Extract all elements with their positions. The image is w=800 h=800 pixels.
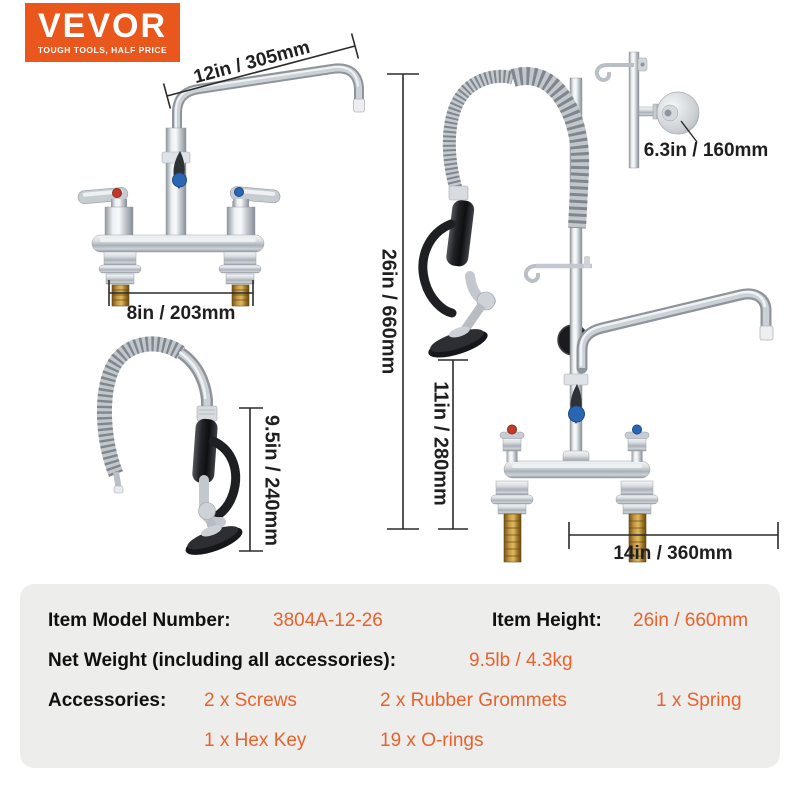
hot-handle-red-dot	[113, 189, 122, 198]
model-number-label: Item Model Number:	[48, 610, 231, 631]
item-height-value: 26in / 660mm	[633, 610, 749, 631]
sprayer-trigger	[423, 224, 452, 313]
net-weight-label: Net Weight (including all accessories):	[48, 650, 397, 671]
dimension-label-deck-left: 8in / 203mm	[126, 303, 236, 324]
small-sprayer-illustration	[104, 344, 245, 561]
main-valve-hot	[500, 425, 524, 462]
model-number-value: 3804A-12-26	[273, 610, 383, 631]
left-faucet-illustration	[77, 67, 364, 306]
left-faucet-lever-blue-dot	[173, 173, 187, 187]
aerator-tip	[760, 326, 773, 340]
accessory-item: 1 x Spring	[656, 690, 742, 711]
cold-handle-blue-dot	[235, 188, 244, 197]
spec-row-weight	[20, 649, 780, 673]
aerator-tip	[354, 99, 365, 112]
spec-row-model-height	[20, 609, 780, 633]
net-weight-value: 9.5lb / 4.3kg	[469, 650, 573, 671]
dimension-label-wall-bracket: 6.3in / 160mm	[643, 140, 769, 161]
brand-name: VEVOR	[37, 7, 168, 45]
main-lever-blue-dot	[569, 406, 585, 422]
spec-row-accessories-2	[20, 729, 780, 753]
bracket-hook	[597, 65, 634, 80]
dimension-label-small-sprayer-height: 9.5in / 240mm	[260, 414, 283, 547]
spec-panel	[20, 584, 780, 768]
item-height-label: Item Height:	[492, 610, 602, 631]
sprayer-grip	[192, 418, 218, 483]
accessory-item: 19 x O-rings	[380, 730, 484, 751]
accessory-item: 2 x Rubber Grommets	[380, 690, 567, 711]
spring-hose-coil	[104, 344, 181, 474]
dimension-label-overall-height: 26in / 660mm	[377, 248, 400, 375]
main-sprayer-illustration	[423, 186, 495, 363]
brand-tagline: TOUGH TOOLS, HALF PRICE	[37, 45, 168, 55]
accessories-label: Accessories:	[48, 690, 167, 711]
sprayer-head	[424, 320, 491, 363]
dimension-label-spout-left: 12in / 305mm	[191, 36, 313, 89]
accessory-item: 2 x Screws	[204, 690, 297, 711]
accessory-item: 1 x Hex Key	[204, 730, 307, 751]
spec-row-accessories-1	[20, 689, 780, 713]
left-faucet-mounting-hardware	[99, 252, 261, 306]
sprayer-grip	[445, 199, 475, 267]
dimension-label-deck-main: 14in / 360mm	[613, 543, 733, 564]
main-valve-cold	[625, 425, 649, 462]
dimension-label-sprayer-height: 11in / 280mm	[429, 381, 452, 506]
